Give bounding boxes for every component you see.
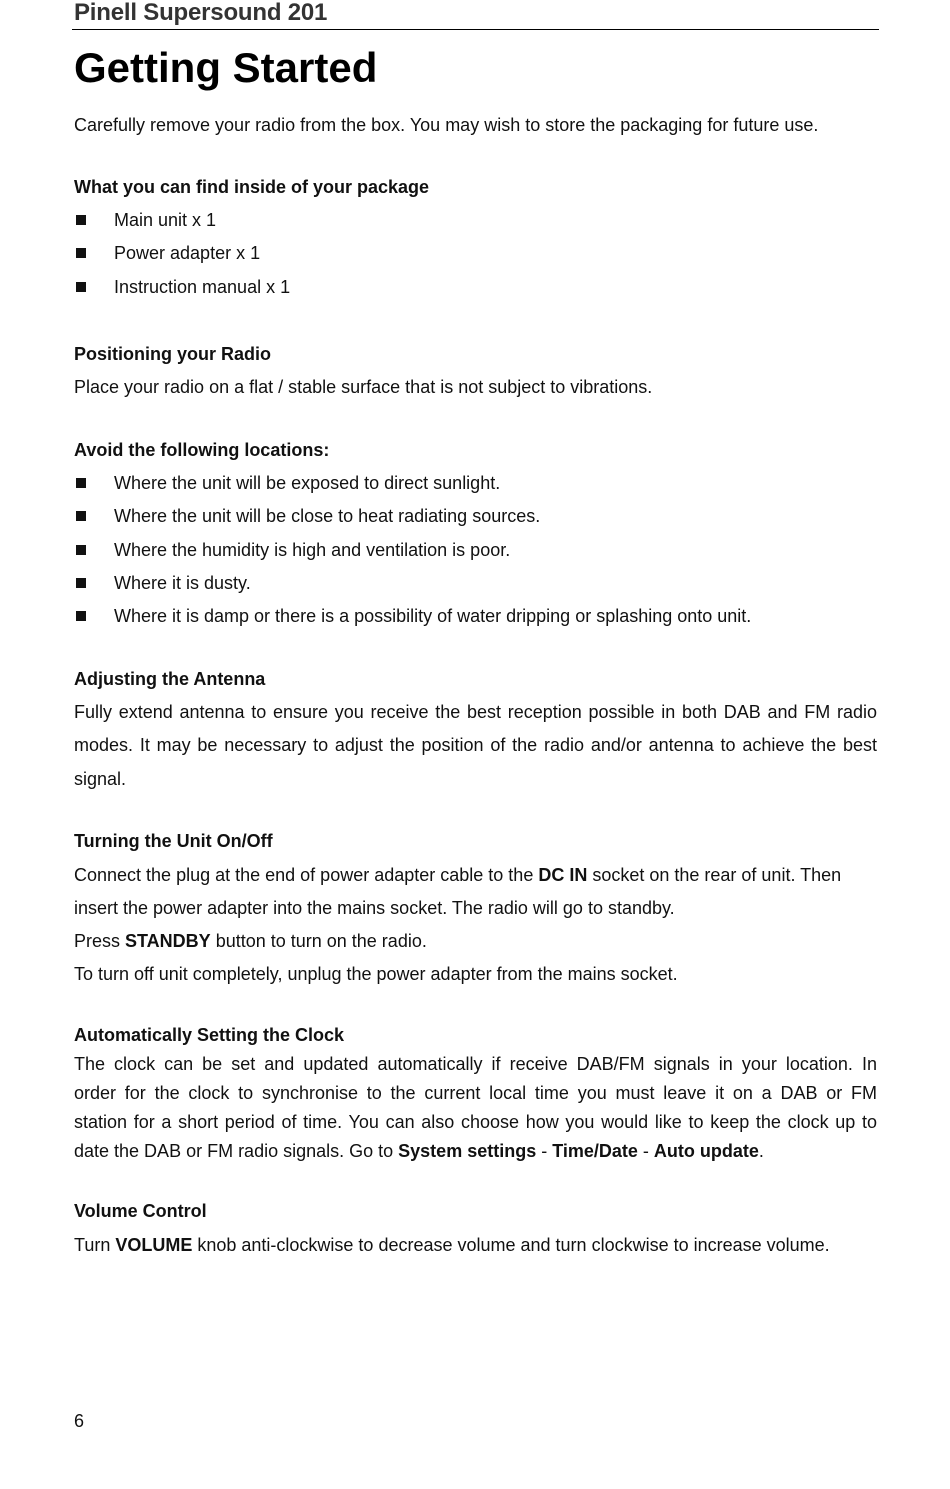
header-rule [72,29,879,30]
power-line-2: insert the power adapter into the mains socket. The radio will go to standby. [74,898,675,918]
list-item-text: Where the unit will be exposed to direct sunlight. [114,473,501,493]
package-heading: What you can find inside of your package [74,177,430,197]
square-bullet-icon [76,611,86,621]
standby-label: STANDBY [125,931,211,951]
intro-paragraph: Carefully remove your radio from the box. You may wish to store the packaging for future use. [74,115,819,135]
text-run: socket on the rear of unit. Then [587,865,842,885]
square-bullet-icon [76,215,86,225]
square-bullet-icon [76,578,86,588]
list-item-text: Main unit x 1 [114,210,217,230]
list-item-text: Where the humidity is high and ventilation is poor. [114,540,511,560]
square-bullet-icon [76,478,86,488]
paragraph-line: signal. [74,768,127,789]
time-date-label: Time/Date [552,1141,638,1161]
clock-paragraph [74,1053,877,1169]
text-run: knob anti-clockwise to decrease volume and turn clockwise to increase volume. [192,1235,830,1255]
text-run: button to turn on the radio. [210,931,427,951]
positioning-heading: Positioning your Radio [74,344,271,364]
square-bullet-icon [76,545,86,555]
dc-in-label: DC IN [538,865,588,885]
list-item-text: Where it is damp or there is a possibility of water dripping or splashing onto unit. [114,606,752,626]
power-line-3 [74,930,878,952]
paragraph-line: Fully extend antenna to ensure you receive the best reception possible in both DAB and FM radio [74,702,877,722]
volume-label: VOLUME [115,1235,193,1255]
list-item-text: Where the unit will be close to heat radiating sources. [114,506,541,526]
power-line-1 [74,864,878,886]
list-item-text: Where it is dusty. [114,573,251,593]
volume-text [74,1234,878,1256]
antenna-heading: Adjusting the Antenna [74,669,266,689]
positioning-text: Place your radio on a flat / stable surface that is not subject to vibrations. [74,377,653,397]
text-run: Press [74,931,126,951]
paragraph-line [74,1140,877,1169]
paragraph-line: order for the clock to synchronise to the current local time you must leave it on a DAB or FM [74,1083,877,1103]
avoid-heading: Avoid the following locations: [74,440,330,460]
square-bullet-icon [76,282,86,292]
paragraph-line: modes. It may be necessary to adjust the position of the radio and/or antenna to achieve the best [74,735,877,756]
antenna-paragraph [74,701,877,801]
text-run: date the DAB or FM radio signals. Go to [74,1141,399,1161]
text-run: . [758,1141,764,1161]
running-header-title: Pinell Supersound 201 [74,0,328,26]
list-item-text: Power adapter x 1 [114,243,261,263]
power-line-4: To turn off unit completely, unplug the power adapter from the mains socket. [74,964,678,984]
paragraph-line: station for a short period of time. You can also choose how you would like to keep the clock up to [74,1112,877,1132]
auto-update-label: Auto update [653,1141,759,1161]
system-settings-label: System settings [398,1141,537,1161]
paragraph-line: The clock can be set and updated automatically if receive DAB/FM signals in your location. In [74,1054,877,1074]
text-run: - [536,1141,553,1161]
square-bullet-icon [76,248,86,258]
text-run: Turn [74,1235,116,1255]
power-heading: Turning the Unit On/Off [74,831,273,851]
volume-heading: Volume Control [74,1201,207,1221]
page-title: Getting Started [74,44,378,91]
list-item-text: Instruction manual x 1 [114,277,291,297]
clock-heading: Automatically Setting the Clock [74,1025,345,1045]
page-number: 6 [74,1411,85,1431]
square-bullet-icon [76,511,86,521]
text-run: Connect the plug at the end of power adapter cable to the [74,865,539,885]
text-run: - [637,1141,654,1161]
